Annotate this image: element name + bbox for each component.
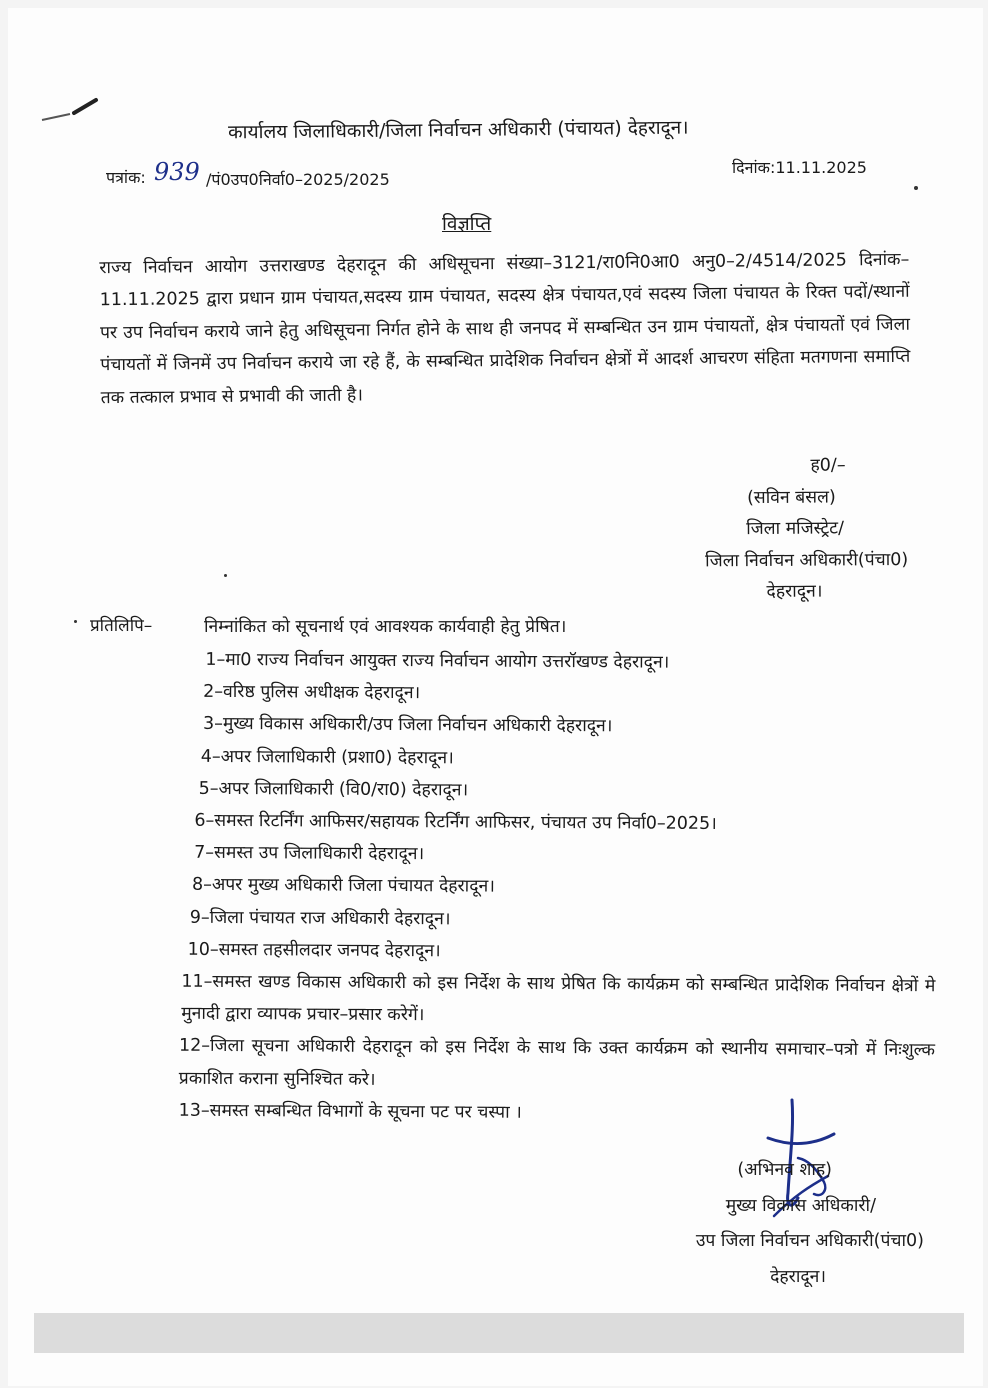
signatory-designation: उप जिला निर्वाचन अधिकारी(पंचा0) [695, 1231, 924, 1251]
signature-block-cdo [568, 1153, 924, 1295]
copy-list [175, 644, 938, 1132]
pen-mark-icon [40, 96, 110, 126]
signature-block-dm [607, 450, 908, 610]
list-item: 6–समस्त रिटर्निंग आफिसर/सहायक रिटर्निंग आफिसर, पंचायत उप निर्वा0–2025। [194, 810, 717, 834]
list-item: 3–मुख्य विकास अधिकारी/उप जिला निर्वाचन अधिकारी देहरादून। [202, 714, 613, 737]
reference-code: /पं0उप0निर्वा0–2025/2025 [206, 170, 390, 189]
list-item: 2–वरिष्ठ पुलिस अधीक्षक देहरादून। [203, 682, 421, 704]
scan-edge-band [34, 1313, 964, 1353]
list-item: 12–जिला सूचना अधिकारी देहरादून को इस निर्देश के साथ कि उक्त कार्यक्रम को स्थानीय समाचार–पत्रो में निःशुल्क प्रकाशित कराना सुनिश्चित करे। [178, 1036, 936, 1090]
signatory-place: देहरादून। [770, 1266, 826, 1287]
signatory-designation: मुख्य विकास अधिकारी/ [725, 1195, 876, 1216]
list-item: 13–समस्त सम्बन्धित विभागों के सूचना पट पर चस्पा । [178, 1100, 522, 1123]
list-item: 9–जिला पंचायत राज अधिकारी देहरादून। [189, 907, 451, 929]
copy-label: प्रतिलिपि– [90, 616, 153, 636]
scan-speck [914, 186, 918, 190]
scan-speck [74, 620, 77, 623]
signatory-place: देहरादून। [766, 581, 823, 602]
reference-number: 939 [154, 158, 200, 186]
list-item: 10–समस्त तहसीलदार जनपद देहरादून। [187, 939, 441, 962]
notice-title: विज्ञप्ति [442, 213, 492, 235]
signatory-name: (अभिनव शाह) [737, 1160, 832, 1180]
signatory-name: (सविन बंसल) [746, 486, 836, 508]
sign-abbrev: ह0/– [810, 455, 846, 476]
list-item: 5–अपर जिलाधिकारी (वि0/रा0) देहरादून। [198, 778, 469, 801]
document-page [8, 8, 983, 1386]
notice-body: राज्य निर्वाचन आयोग उत्तराखण्ड देहरादून की अधिसूचना संख्या–3121/रा0नि0आ0 अनु0–2/4514/2025 दिनांक–11.11.2025 द्वारा प्रधान ग्राम पंचायत,सदस्य ग्राम पंचायत, सदस्य क्षेत्र पंचायत,एवं सदस्य जिला पंचायत के रिक्त पदों/स्थानों पर उप निर्वाचन कराये जाने हेतु अधिसूचना निर्गत होने के साथ ही जनपद में सम्बन्धित उन ग्राम पंचायतों, क्षेत्र पंचायतों एवं जिला पंचायतों में जिनमें उप निर्वाचन कराये जा रहे हैं, के सम्बन्धित प्रादेशिक निर्वाचन क्षेत्रों में आदर्श आचरण संहिता मतगणना समाप्ति तक तत्काल प्रभाव से प्रभावी की जाती है। [99, 249, 911, 408]
signatory-designation: जिला निर्वाचन अधिकारी(पंचा0) [705, 549, 909, 571]
signatory-designation: जिला मजिस्ट्रेट/ [746, 518, 845, 540]
scan-speck [224, 574, 227, 577]
reference-label: पत्रांक: [106, 168, 146, 187]
list-item: 11–समस्त खण्ड विकास अधिकारी को इस निर्देश के साथ प्रेषित कि कार्यक्रम को सम्बन्धित प्रादेशिक निर्वाचन क्षेत्रों मे मुनादी द्वारा व्यापक प्रचार–प्रसार करेगें। [181, 971, 936, 1026]
issue-date: दिनांक:11.11.2025 [732, 158, 867, 177]
copy-intro: निम्नांकित को सूचनार्थ एवं आवश्यक कार्यवाही हेतु प्रेषित। [204, 617, 567, 637]
list-item: 8–अपर मुख्य अधिकारी जिला पंचायत देहरादून। [191, 875, 495, 898]
list-item: 7–समस्त उप जिलाधिकारी देहरादून। [194, 843, 425, 865]
list-item: 4–अपर जिलाधिकारी (प्रशा0) देहरादून। [200, 746, 454, 768]
office-heading: कार्यालय जिलाधिकारी/जिला निर्वाचन अधिकारी (पंचायत) देहरादून। [227, 116, 689, 144]
list-item: 1–मा0 राज्य निर्वाचन आयुक्त राज्य निर्वाचन आयोग उत्तरॉखण्ड देहरादून। [205, 649, 670, 673]
